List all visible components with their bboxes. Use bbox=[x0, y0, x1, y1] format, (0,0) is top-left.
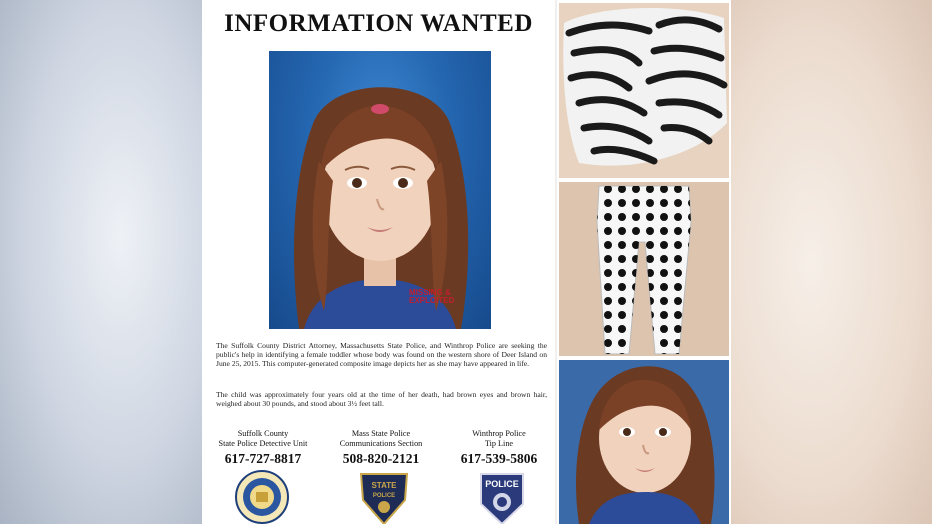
polka-dot-leggings-icon bbox=[559, 182, 729, 356]
blurred-background-left bbox=[0, 0, 202, 524]
contact-agency: Suffolk County bbox=[237, 429, 289, 438]
contact-winthrop-police bbox=[440, 429, 558, 468]
portrait-watermark: MISSING & EXPLOITED bbox=[409, 288, 455, 305]
composite-portrait-image bbox=[269, 51, 491, 329]
toddler-portrait-icon bbox=[269, 51, 491, 329]
poster-title: INFORMATION WANTED bbox=[224, 10, 533, 37]
evidence-photo-leggings bbox=[559, 182, 729, 356]
information-wanted-poster bbox=[202, 0, 555, 524]
contact-unit: Tip Line bbox=[484, 439, 514, 448]
contact-unit: Communications Section bbox=[339, 439, 423, 448]
physical-description-paragraph: The child was approximately four years old at the time of her death, had brown eyes and brown hair, weighed about 30 pounds, and stood about 3½ feet tall. bbox=[216, 390, 547, 409]
evidence-photo-blanket bbox=[559, 3, 729, 178]
contact-agency: Winthrop Police bbox=[472, 429, 526, 438]
contact-mass-state-police bbox=[322, 429, 440, 468]
evidence-photo-column bbox=[557, 0, 731, 524]
svg-text:STATE: STATE bbox=[371, 481, 397, 490]
contact-agency: Mass State Police bbox=[351, 429, 411, 438]
evidence-photo-portrait bbox=[559, 360, 729, 524]
contact-unit: State Police Detective Unit bbox=[218, 439, 308, 448]
description-paragraph: The Suffolk County District Attorney, Massachusetts State Police, and Winthrop Police are seeking the public's help in identifying a female toddler whose body was found on the western shore of Deer Island on June 25, 2015. This computer-generated composite image depicts her as she may have appeared in life. bbox=[216, 341, 547, 369]
contact-phone: 617-539-5806 bbox=[460, 451, 538, 466]
winthrop-police-badge-icon bbox=[475, 470, 529, 524]
toddler-portrait-icon bbox=[559, 360, 729, 524]
svg-text:POLICE: POLICE bbox=[372, 493, 396, 499]
contact-suffolk-county bbox=[204, 429, 322, 468]
contact-phone: 617-727-8817 bbox=[224, 451, 302, 466]
state-police-badge-icon bbox=[357, 470, 411, 524]
suffolk-county-seal-icon bbox=[235, 470, 289, 524]
contact-phone: 508-820-2121 bbox=[342, 451, 420, 466]
zebra-print-blanket-icon bbox=[559, 3, 729, 178]
blurred-background-right bbox=[731, 0, 932, 524]
svg-text:POLICE: POLICE bbox=[485, 479, 519, 489]
